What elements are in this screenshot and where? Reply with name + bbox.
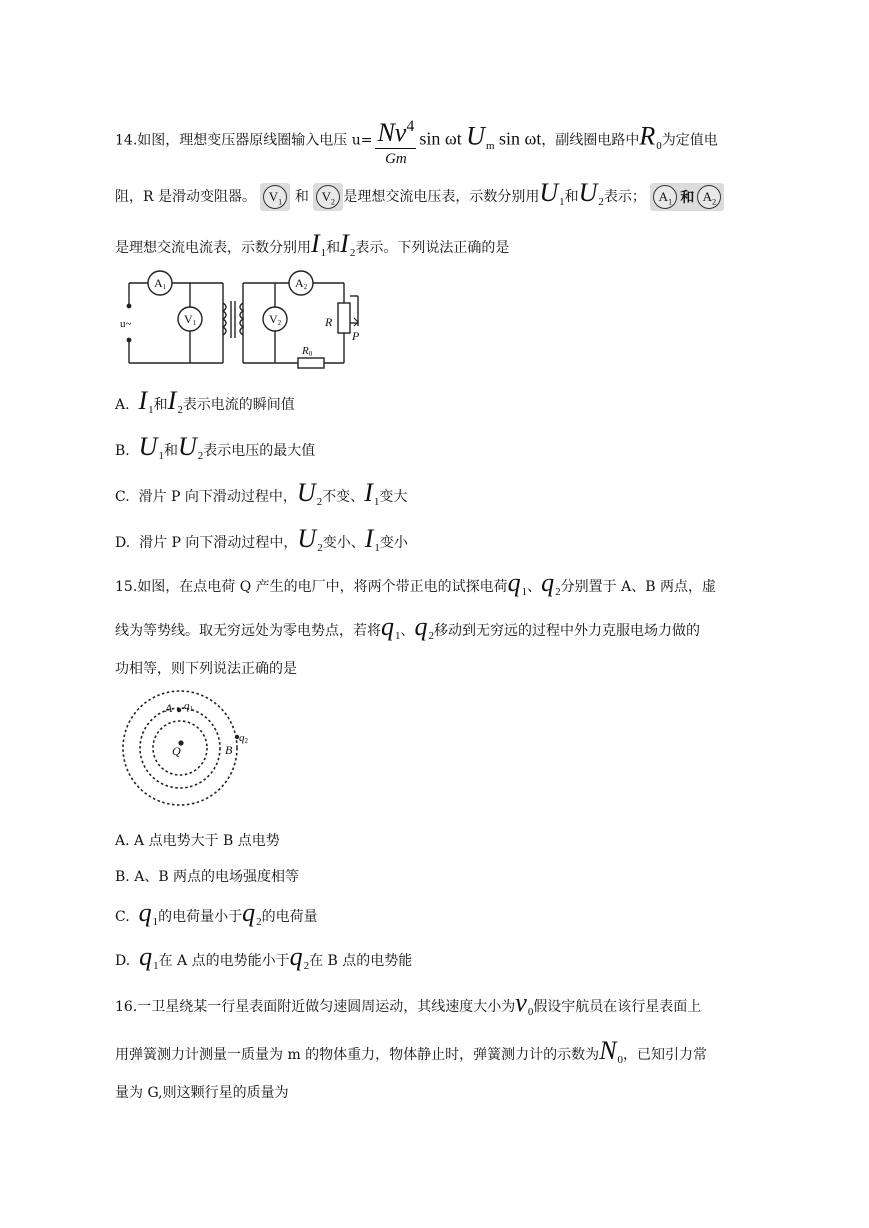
q14-U1-sub: 1 [559, 196, 565, 208]
fig-Q-label: Q [172, 744, 181, 758]
q14-fraction [375, 112, 416, 169]
q14-stem-start: 14.如图，理想变压器原线圈输入电压 u= [115, 132, 373, 149]
q14-line2-text-a: 阻，R 是滑动变阻器。 [115, 189, 256, 205]
q14-sin-2: sin ωt [498, 128, 542, 149]
circuit-P-label: P [352, 329, 360, 343]
q14-I2: I [340, 229, 349, 258]
circuit-V2-label: V2 [269, 312, 282, 327]
q14-stem-mid: ，副线圈电路中 [541, 132, 640, 149]
q14-and-2: 和 [564, 189, 579, 205]
q14-line2-text-c: 表示； [603, 189, 646, 205]
q14-line2-text-b: 是理想交流电压表，示数分别用 [343, 189, 540, 205]
ammeter-pair-image [650, 183, 724, 211]
q14-and-1: 和 [294, 189, 309, 205]
q15-option-a: A. A 点电势大于 B 点电势 [115, 833, 280, 849]
fig-B-label: B [225, 743, 233, 757]
circuit-u-label: u~ [120, 318, 132, 330]
fig-q1-label: q1 [184, 700, 193, 713]
q16-line-2: 用弹簧测力计测量一质量为 m 的物体重力，物体静止时，弹簧测力计的示数为$N_0$，已知引力常 [115, 1036, 708, 1066]
q16-line-3: 量为 G,则这颗行星的质量为 [115, 1085, 289, 1101]
q14-line-2 [115, 178, 724, 211]
q15-line-3: 功相等，则下列说法正确的是 [115, 661, 297, 677]
q14-line3-text-a: 是理想交流电流表，示数分别用 [115, 240, 311, 256]
circuit-V1-label: V1 [184, 312, 197, 327]
q14-stem-end: 为定值电 [661, 132, 718, 149]
circuit-A1-label: A1 [154, 276, 167, 291]
q15-line-1: 15.如图，在点电荷 Q 产生的电厂中，将两个带正电的试探电荷$q_1$、$q_2$分别置于 A、B 两点，虚 [115, 568, 716, 598]
q15-option-d: D. $q_1$在 A 点的电势能小于$q_2$在 B 点的电势能 [115, 942, 413, 972]
q14-option-a: A. $I_1$和$I_2$表示电流的瞬间值 [115, 386, 295, 416]
circuit-A2-label: A2 [295, 276, 308, 291]
circuit-R-label: R [325, 315, 333, 329]
q14-option-c: C. 滑片 P 向下滑动过程中，$U_2$不变、$I_1$变大 [115, 478, 408, 508]
voltmeter-v2-image [313, 183, 343, 211]
ammeter-a1-icon: $A_1$ [653, 185, 677, 209]
fig-q2-label: q2 [239, 732, 248, 745]
q15-option-c: C. $q_1$的电荷量小于$q_2$的电荷量 [115, 898, 318, 928]
voltmeter-v1-icon: $V_1$ [263, 185, 287, 209]
q14-line-3 [115, 229, 509, 259]
q14-frac-numerator: Nv [377, 118, 407, 147]
ammeter-a2-icon: $A_2$ [697, 185, 721, 209]
q14-U2: U [578, 178, 598, 207]
q14-Um: U [466, 121, 485, 151]
q14-I1: I [311, 229, 320, 258]
q14-R0-sub: 0 [656, 139, 662, 152]
q14-line3-text-b: 表示。下列说法正确的是 [355, 240, 510, 256]
voltmeter-v2-icon: $V_2$ [316, 185, 340, 209]
fig-A-label: A [165, 701, 173, 715]
q15-option-b: B. A、B 两点的电场强度相等 [115, 869, 300, 885]
q14-Um-sub: m [485, 139, 495, 152]
q14-line-1 [115, 112, 718, 169]
q14-frac-denominator: Gm [385, 151, 407, 167]
q16-line-1: 16.一卫星绕某一行星表面附近做匀速圆周运动，其线速度大小为$v_0$假设宇航员在该行星表面上 [115, 988, 702, 1018]
q14-sin-1: sin ωt [419, 128, 462, 149]
q14-I1-sub: 1 [320, 247, 327, 259]
q15-line-2: 线为等势线。取无穷远处为零电势点，若将$q_1$、$q_2$移动到无穷远的过程中外力克服电场力做的 [115, 612, 700, 642]
q14-option-b: B. $U_1$和$U_2$表示电压的最大值 [115, 432, 316, 462]
q14-U2-sub: 2 [598, 196, 604, 208]
q14-U1: U [539, 178, 559, 207]
circuit-R0-label: R0 [302, 345, 313, 358]
q14-option-d: D. 滑片 P 向下滑动过程中，$U_2$变小、$I_1$变小 [115, 524, 408, 554]
equipotential-figure [118, 688, 258, 810]
q14-R0: R [639, 121, 656, 151]
q14-I2-sub: 2 [349, 247, 356, 259]
transformer-circuit-figure [118, 268, 363, 373]
q14-and-3: 和 [680, 190, 695, 206]
q14-frac-exponent: 4 [406, 118, 415, 135]
q14-and-4: 和 [326, 240, 341, 256]
voltmeter-v1-image [260, 183, 290, 211]
